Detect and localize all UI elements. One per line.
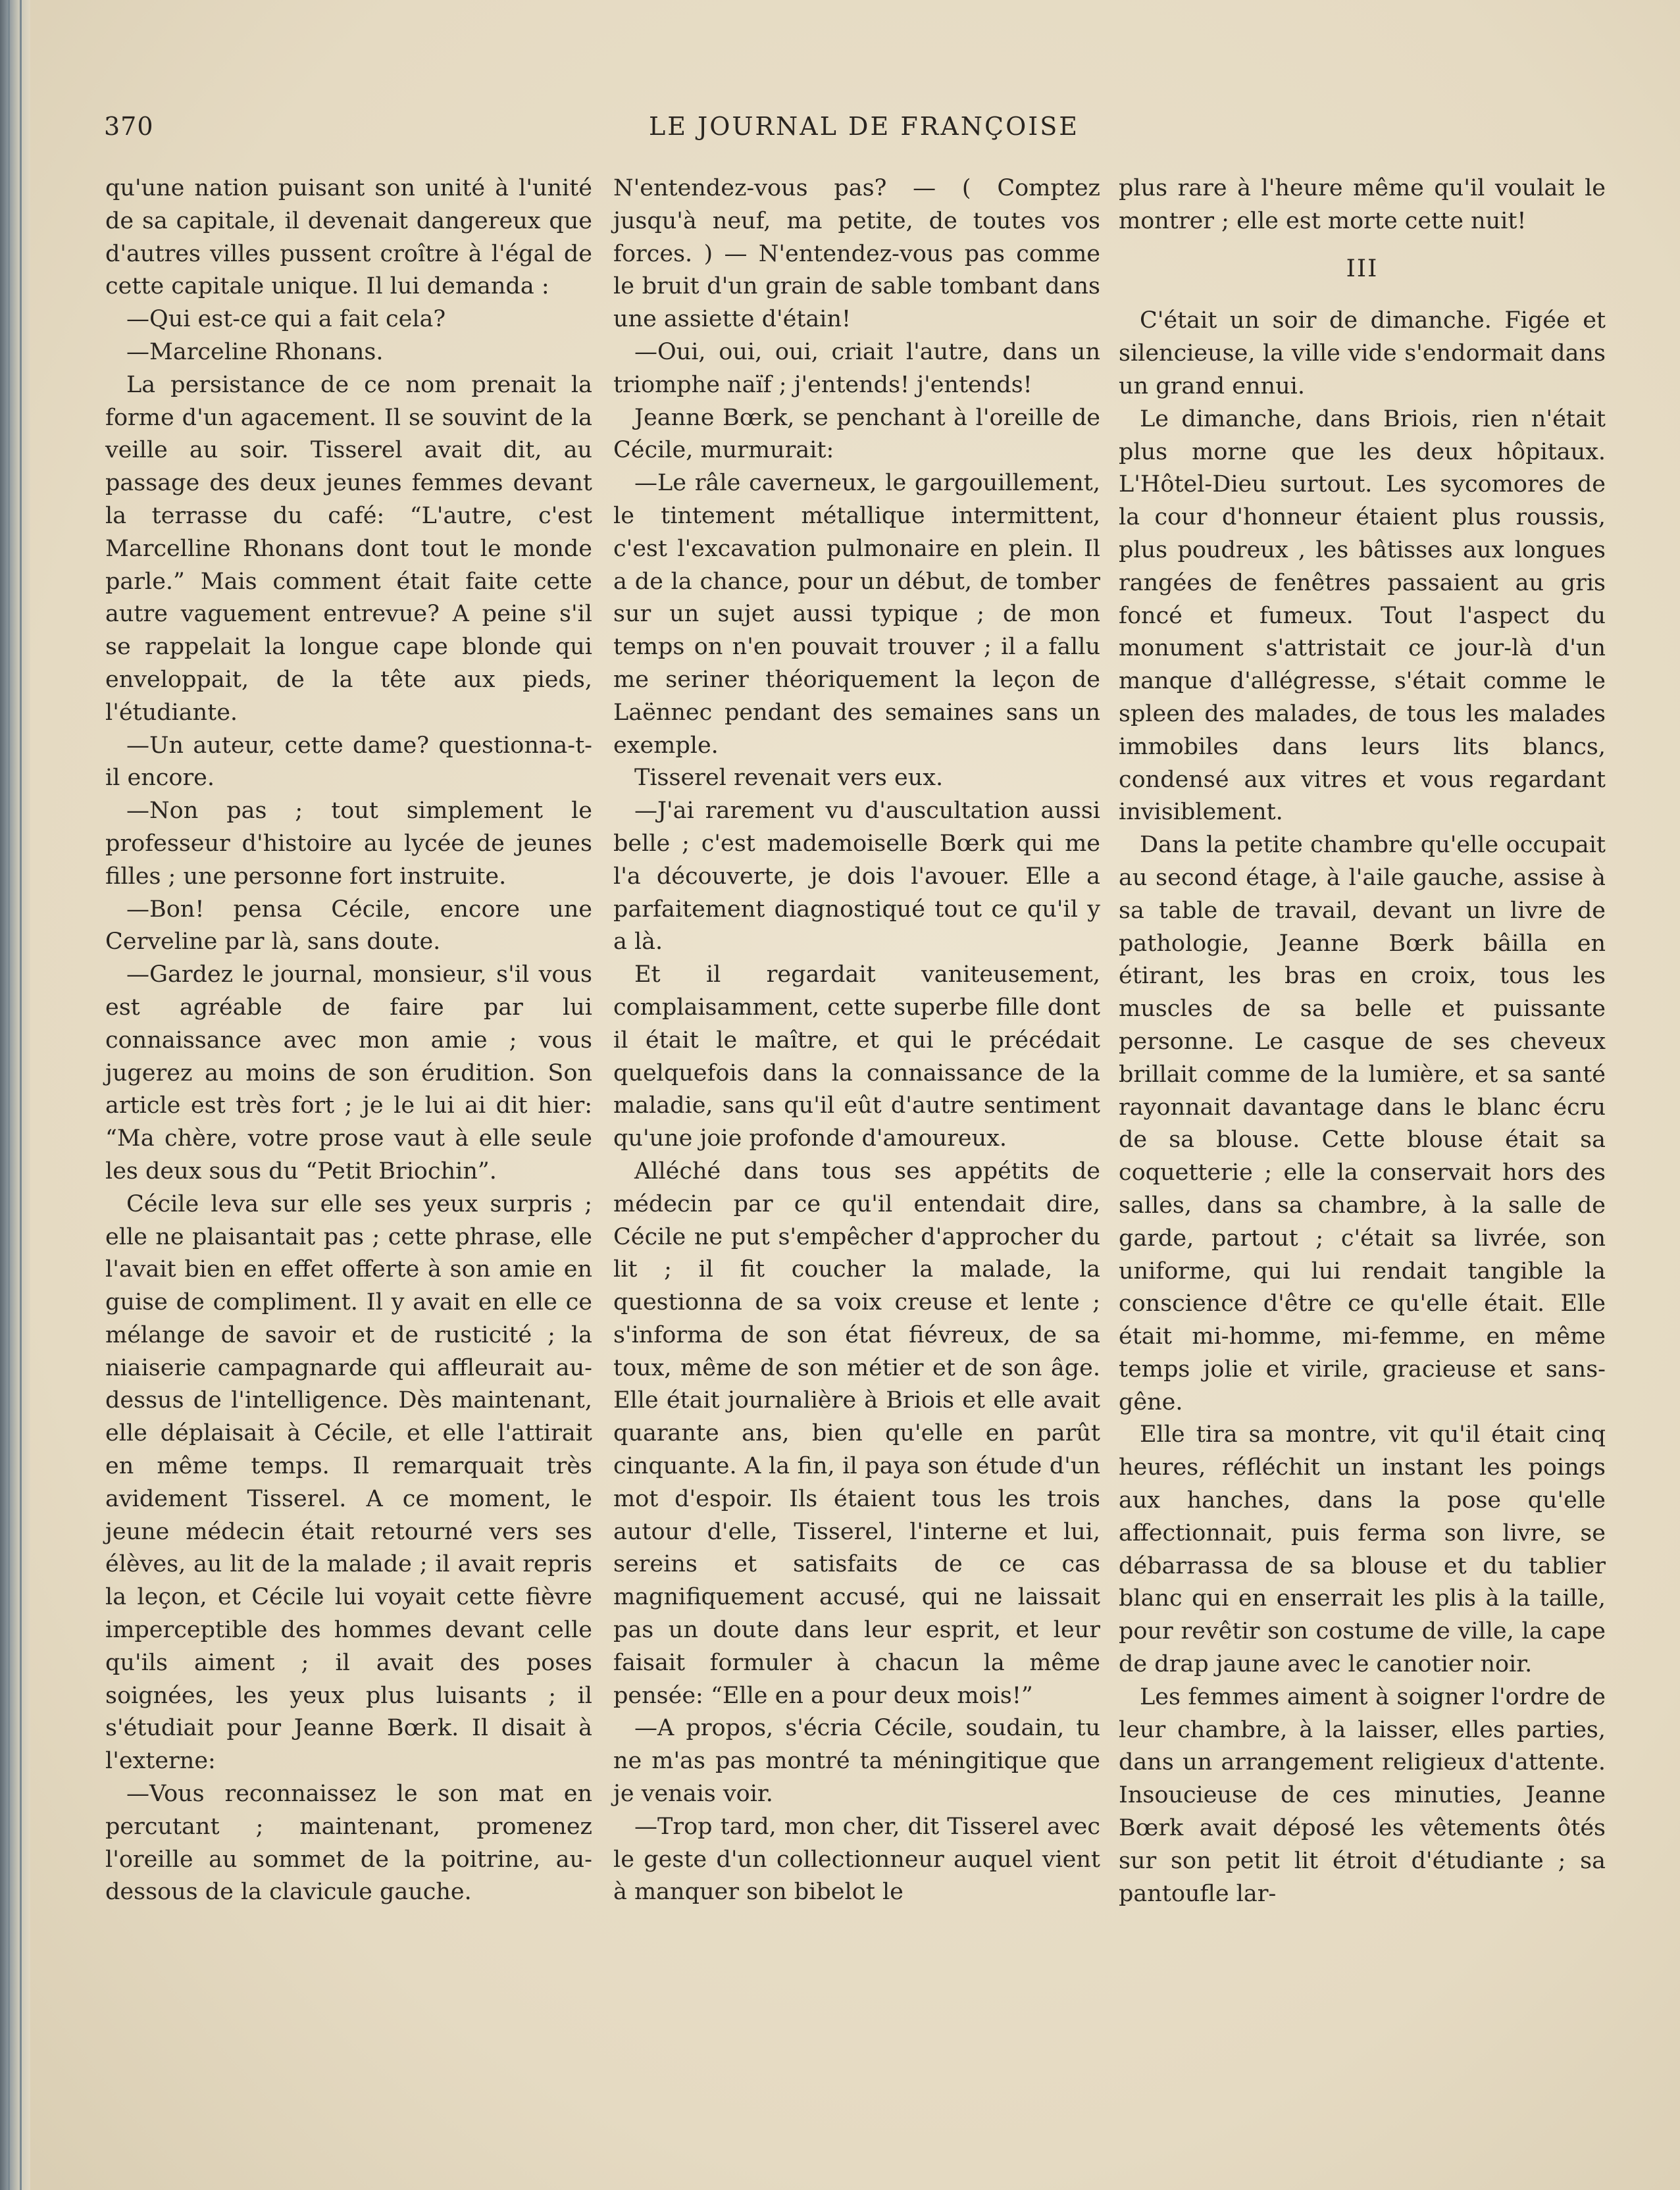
paragraph: —A propos, s'écria Cécile, soudain, tu ne m'as pas montré ta méningitique que je venais voir. bbox=[613, 1715, 1100, 1808]
paragraph: —Vous reconnaissez le son mat en percutant ; maintenant, promenez l'oreille au sommet de la poitrine, au-dessous de la clavicule gauche. bbox=[105, 1781, 592, 1906]
section-heading: III bbox=[1346, 255, 1379, 282]
paragraph: Alléché dans tous ses appétits de médecin par ce qu'il entendait dire, Cécile ne put s'empêcher d'approcher du lit ; il fit coucher la malade, la questionna de sa voix creuse et lente ; s'informa de son état fiévreux, de sa toux, même de son métier et de son âge. Elle était journalière à Briois et elle avait quarante ans, bien qu'elle en parût cinquante. A la fin, il paya son étude d'un mot d'espoir. Ils étaient tous les trois autour d'elle, Tisserel, l'interne et lui, sereins et satisfaits de ce cas magnifiquement accusé, qui ne laissait pas un doute dans leur esprit, et leur faisait formuler à chacun la même pensée: “Elle en a pour deux mois!” bbox=[613, 1158, 1100, 1709]
paragraph: Cécile leva sur elle ses yeux surpris ; elle ne plaisantait pas ; cette phrase, elle l'avait bien en effet offerte à son amie en guise de compliment. Il y avait en elle ce mélange de savoir et de rusticité ; la niaiserie campagnarde qui affleurait au-dessus de l'intelligence. Dès maintenant, elle déplaisait à Cécile, et elle l'attirait en même temps. Il remarquait très avidement Tisserel. A ce moment, le jeune médecin était retourné vers ses élèves, au lit de la malade ; il avait repris la leçon, et Cécile lui voyait cette fièvre imperceptible des hommes devant celle qu'ils aiment ; il avait des poses soignées, les yeux plus luisants ; il s'étudiait pour Jeanne Bœrk. Il disait à l'externe: bbox=[105, 1190, 592, 1775]
page-header bbox=[104, 112, 1624, 158]
paragraph: Les femmes aiment à soigner l'ordre de leur chambre, à la laisser, elles parties, dans un arrangement religieux d'attente. Insoucieuse de ces minuties, Jeanne Bœrk avait déposé les vêtements ôtés sur son petit lit étroit d'étudiante ; sa pantoufle lar- bbox=[1119, 1683, 1606, 1907]
binding-rule bbox=[8, 0, 10, 2190]
binding-rule bbox=[20, 0, 22, 2190]
paragraph: Tisserel revenait vers eux. bbox=[634, 765, 944, 792]
book-binding-edge bbox=[0, 0, 30, 2190]
paragraph: —Le râle caverneux, le gargouillement, le tintement métallique intermittent, c'est l'excavation pulmonaire en plein. Il a de la chance, pour un début, de tomber sur un sujet aussi typique ; de mon temps on n'en pouvait trouver ; il a fallu me seriner théoriquement la leçon de Laënnec pendant des semaines sans un exemple. bbox=[613, 470, 1100, 759]
running-head: LE JOURNAL DE FRANÇOISE bbox=[648, 112, 1080, 141]
paragraph: N'entendez-vous pas? — ( Comptez jusqu'à neuf, ma petite, de toutes vos forces. ) — N'entendez-vous pas comme le bruit d'un grain de sable tombant dans une assiette d'étain! bbox=[613, 175, 1100, 333]
paragraph: Dans la petite chambre qu'elle occupait au second étage, à l'aile gauche, assise à sa table de travail, devant un livre de pathologie, Jeanne Bœrk bâilla en étirant, les bras en croix, tous les muscles de sa belle et puissante personne. Le casque de ses cheveux brillait comme de la lumière, et sa santé rayonnait davantage dans le blanc écru de sa blouse. Cette blouse était sa coquetterie ; elle la conservait hors des salles, dans sa chambre, à la salle de garde, partout ; c'était sa livrée, son uniforme, qui lui rendait tangible la conscience d'être ce qu'elle était. Elle était mi-homme, mi-femme, en même temps jolie et virile, gracieuse et sans-gêne. bbox=[1119, 832, 1606, 1415]
paragraph: —Oui, oui, oui, criait l'autre, dans un triomphe naïf ; j'entends! j'entends! bbox=[613, 338, 1100, 398]
page-number: 370 bbox=[104, 112, 154, 141]
paragraph: Elle tira sa montre, vit qu'il était cinq heures, réfléchit un instant les poings aux hanches, dans la pose qu'elle affectionnait, puis ferma son livre, se débarrassa de sa blouse et du tablier blanc qui en enserrait les plis à la taille, pour revêtir son costume de ville, la cape de drap jaune avec le canotier noir. bbox=[1119, 1421, 1606, 1678]
paragraph: —J'ai rarement vu d'auscultation aussi belle ; c'est mademoiselle Bœrk qui me l'a découverte, je dois l'avouer. Elle a parfaitement diagnostiqué tout ce qu'il y a là. bbox=[613, 798, 1100, 955]
text-column-2 bbox=[613, 172, 1100, 1909]
paragraph: —Qui est-ce qui a fait cela? bbox=[126, 306, 446, 333]
paragraph: Et il regardait vaniteusement, complaisamment, cette superbe fille dont il était le maître, et qui le précédait quelquefois dans la connaissance de la maladie, sans qu'il eût d'autre sentiment qu'une joie profonde d'amoureux. bbox=[613, 961, 1100, 1152]
paragraph: La persistance de ce nom prenait la forme d'un agacement. Il se souvint de la veille au soir. Tisserel avait dit, au passage des deux jeunes femmes devant la terrasse du café: “L'autre, c'est Marcelline Rhonans dont tout le monde parle.” Mais comment était faite cette autre vaguement entrevue? A peine s'il se rappelait la longue cape blonde qui enveloppait, de la tête aux pieds, l'étudiante. bbox=[105, 371, 592, 726]
paragraph: —Non pas ; tout simplement le professeur d'histoire au lycée de jeunes filles ; une personne fort instruite. bbox=[105, 798, 592, 890]
paragraph: —Bon! pensa Cécile, encore une Cerveline par là, sans doute. bbox=[105, 896, 592, 955]
paragraph: plus rare à l'heure même qu'il voulait le montrer ; elle est morte cette nuit! bbox=[1119, 175, 1606, 234]
paragraph: —Marceline Rhonans. bbox=[126, 338, 384, 365]
text-column-3 bbox=[1119, 172, 1606, 1910]
paragraph: —Trop tard, mon cher, dit Tisserel avec le geste d'un collectionneur auquel vient à manquer son bibelot le bbox=[613, 1813, 1100, 1906]
paragraph: Le dimanche, dans Briois, rien n'était plus morne que les deux hôpitaux. L'Hôtel-Dieu surtout. Les sycomores de la cour d'honneur étaient plus roussis, plus poudreux , les bâtisses aux longues rangées de fenêtres passaient au gris foncé et fumeux. Tout l'aspect du monument s'attristait ce jour-là d'un manque d'allégresse, s'était comme le spleen des malades, de tous les malades immobiles dans leurs lits blancs, condensé aux vitres et vous regardant invisiblement. bbox=[1119, 405, 1606, 826]
paragraph: qu'une nation puisant son unité à l'unité de sa capitale, il devenait dangereux que d'autres villes pussent croître à l'égal de cette capitale unique. Il lui demanda : bbox=[105, 175, 592, 300]
paragraph: C'était un soir de dimanche. Figée et silencieuse, la ville vide s'endormait dans un grand ennui. bbox=[1119, 307, 1606, 399]
paragraph: —Gardez le journal, monsieur, s'il vous est agréable de faire par lui connaissance avec mon amie ; vous jugerez au moins de son érudition. Son article est très fort ; je le lui ai dit hier: “Ma chère, votre prose vaut à elle seule les deux sous du “Petit Briochin”. bbox=[105, 961, 592, 1184]
paragraph: —Un auteur, cette dame? questionna-t-il encore. bbox=[105, 732, 592, 792]
text-column-1 bbox=[105, 172, 592, 1909]
paragraph: Jeanne Bœrk, se penchant à l'oreille de Cécile, murmurait: bbox=[613, 404, 1100, 464]
